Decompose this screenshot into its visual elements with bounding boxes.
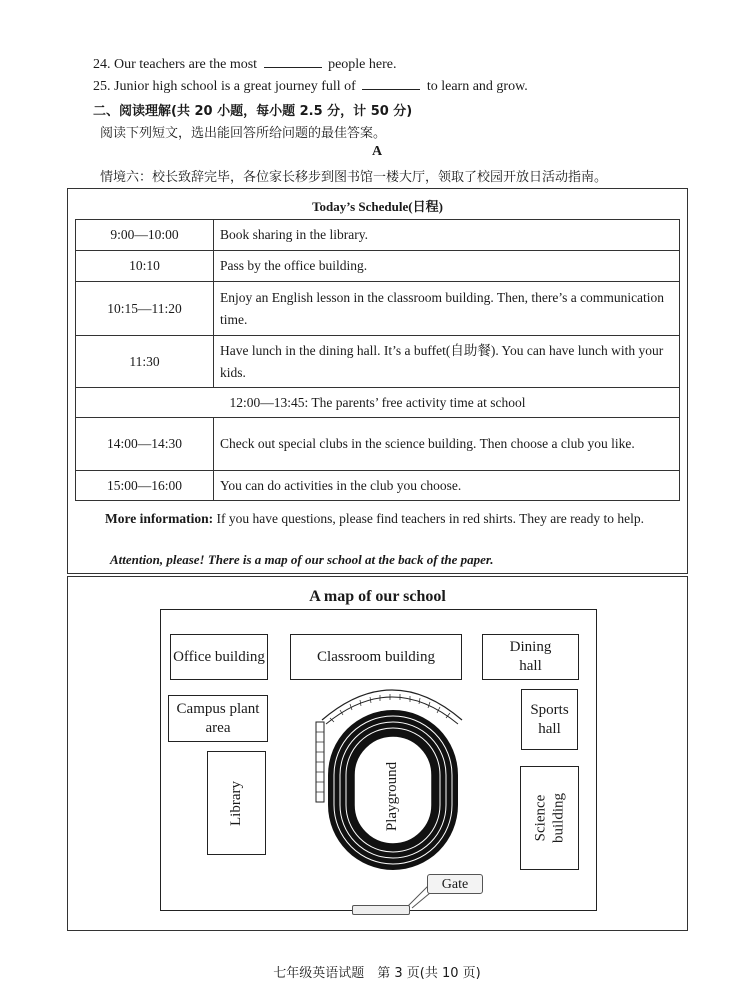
table-row: [76, 418, 680, 471]
event-cell: Pass by the office building.: [214, 251, 680, 282]
dining-hall: [482, 634, 579, 680]
section-instruction: 阅读下列短文，选出能回答所给问题的最佳答案。: [100, 126, 387, 141]
question-24: [93, 55, 396, 73]
table-row: [76, 388, 680, 418]
library-label: Library: [227, 780, 244, 826]
q24-blank[interactable]: [264, 55, 322, 68]
q24-text-before: 24. Our teachers are the most: [93, 57, 258, 72]
q25-blank[interactable]: [362, 77, 420, 90]
attention-note: Attention, please! There is a map of our school at the back of the paper.: [110, 552, 494, 567]
q25-text-before: 25. Junior high school is a great journey full of: [93, 79, 356, 94]
part-label: A: [371, 144, 383, 159]
time-cell: 14:00—14:30: [76, 418, 214, 471]
playground: [354, 742, 432, 850]
office-building-label: Office building: [173, 648, 265, 665]
time-cell: 11:30: [76, 336, 214, 388]
section-heading: 二、阅读理解(共 20 小题，每小题 2.5 分，计 50 分): [93, 104, 413, 119]
more-info-label: More information:: [105, 511, 214, 526]
event-cell: Check out special clubs in the science building. Then choose a club you like.: [214, 418, 680, 471]
event-cell: Enjoy an English lesson in the classroom building. Then, there’s a communication time.: [214, 282, 680, 336]
table-row: [76, 220, 680, 251]
q25-text-after: to learn and grow.: [426, 79, 528, 94]
sports-hall-label: Sports hall: [530, 701, 569, 737]
science-building-label: Science building: [532, 793, 567, 844]
page-footer: 七年级英语试题 第 3 页(共 10 页): [273, 966, 481, 981]
question-25: [93, 77, 528, 95]
free-time-cell: 12:00—13:45: The parents’ free activity time at school: [76, 388, 680, 418]
map-title: A map of our school: [309, 588, 446, 605]
schedule-table: [75, 219, 680, 501]
dining-hall-label: Dining hall: [509, 639, 552, 674]
scenario-text: 情境六：校长致辞完毕，各位家长移步到图书馆一楼大厅，领取了校园开放日活动指南。: [100, 170, 608, 185]
event-cell: Have lunch in the dining hall. It’s a buffet(自助餐). You can have lunch with your kids.: [214, 336, 680, 388]
more-info-text: If you have questions, please find teachers in red shirts. They are ready to help.: [213, 511, 644, 526]
table-row: [76, 336, 680, 388]
office-building: [170, 634, 268, 680]
event-cell: Book sharing in the library.: [214, 220, 680, 251]
table-row: [76, 471, 680, 501]
schedule-title: Today’s Schedule(日程): [312, 199, 443, 214]
classroom-building: [290, 634, 462, 680]
campus-plant-area: [168, 695, 268, 742]
table-row: [76, 282, 680, 336]
sports-hall: [521, 689, 578, 750]
table-row: [76, 251, 680, 282]
event-cell: You can do activities in the club you choose.: [214, 471, 680, 501]
gate-label: Gate: [427, 874, 483, 894]
science-building: [520, 766, 579, 870]
gate: [352, 905, 410, 915]
time-cell: 10:10: [76, 251, 214, 282]
library: [207, 751, 266, 855]
q24-text-after: people here.: [328, 57, 397, 72]
more-information: [75, 508, 681, 530]
time-cell: 10:15—11:20: [76, 282, 214, 336]
playground-label: Playground: [384, 761, 401, 831]
time-cell: 9:00—10:00: [76, 220, 214, 251]
campus-plant-area-label: Campus plant area: [176, 700, 260, 736]
time-cell: 15:00—16:00: [76, 471, 214, 501]
classroom-building-label: Classroom building: [317, 648, 435, 665]
